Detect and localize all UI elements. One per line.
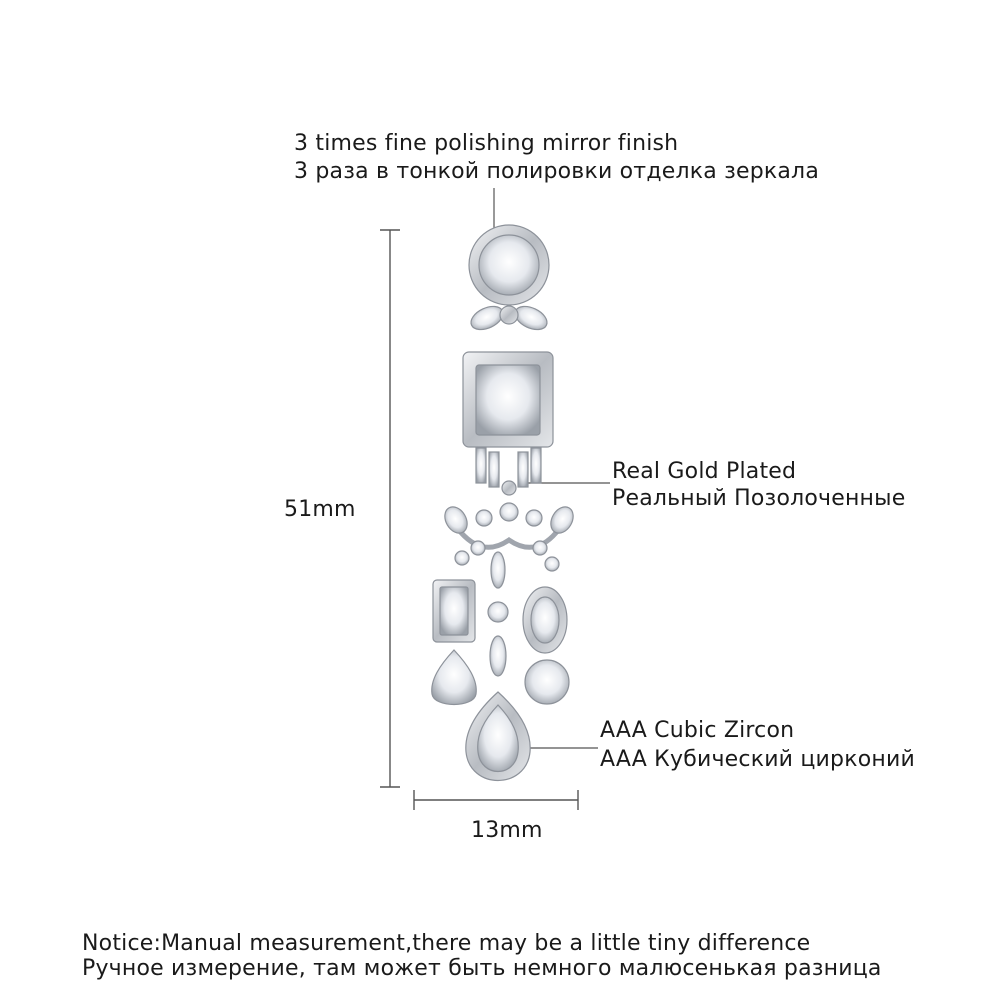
notice-text-en: Notice:Manual measurement,there may be a little tiny difference	[82, 931, 811, 956]
stone-label-en: AAA Cubic Zircon	[600, 718, 795, 743]
height-dimension-label: 51mm	[284, 497, 356, 522]
height-dimension-line	[380, 230, 400, 787]
round-stone	[479, 235, 539, 295]
finish-label-en: 3 times fine polishing mirror finish	[294, 131, 679, 156]
earring	[432, 225, 578, 781]
notice-text-ru: Ручное измерение, там может быть немного малюсенькая разница	[82, 956, 882, 981]
plating-label-ru: Реальный Позолоченные	[612, 486, 906, 511]
emerald-stone	[476, 365, 540, 435]
finish-label-ru: 3 раза в тонкой полировки отделка зеркала	[294, 159, 819, 184]
stone-label-ru: AAA Кубический цирконий	[600, 747, 915, 772]
width-dimension-line	[414, 790, 578, 810]
width-dimension-label: 13mm	[471, 818, 543, 843]
plating-label-en: Real Gold Plated	[612, 459, 797, 484]
